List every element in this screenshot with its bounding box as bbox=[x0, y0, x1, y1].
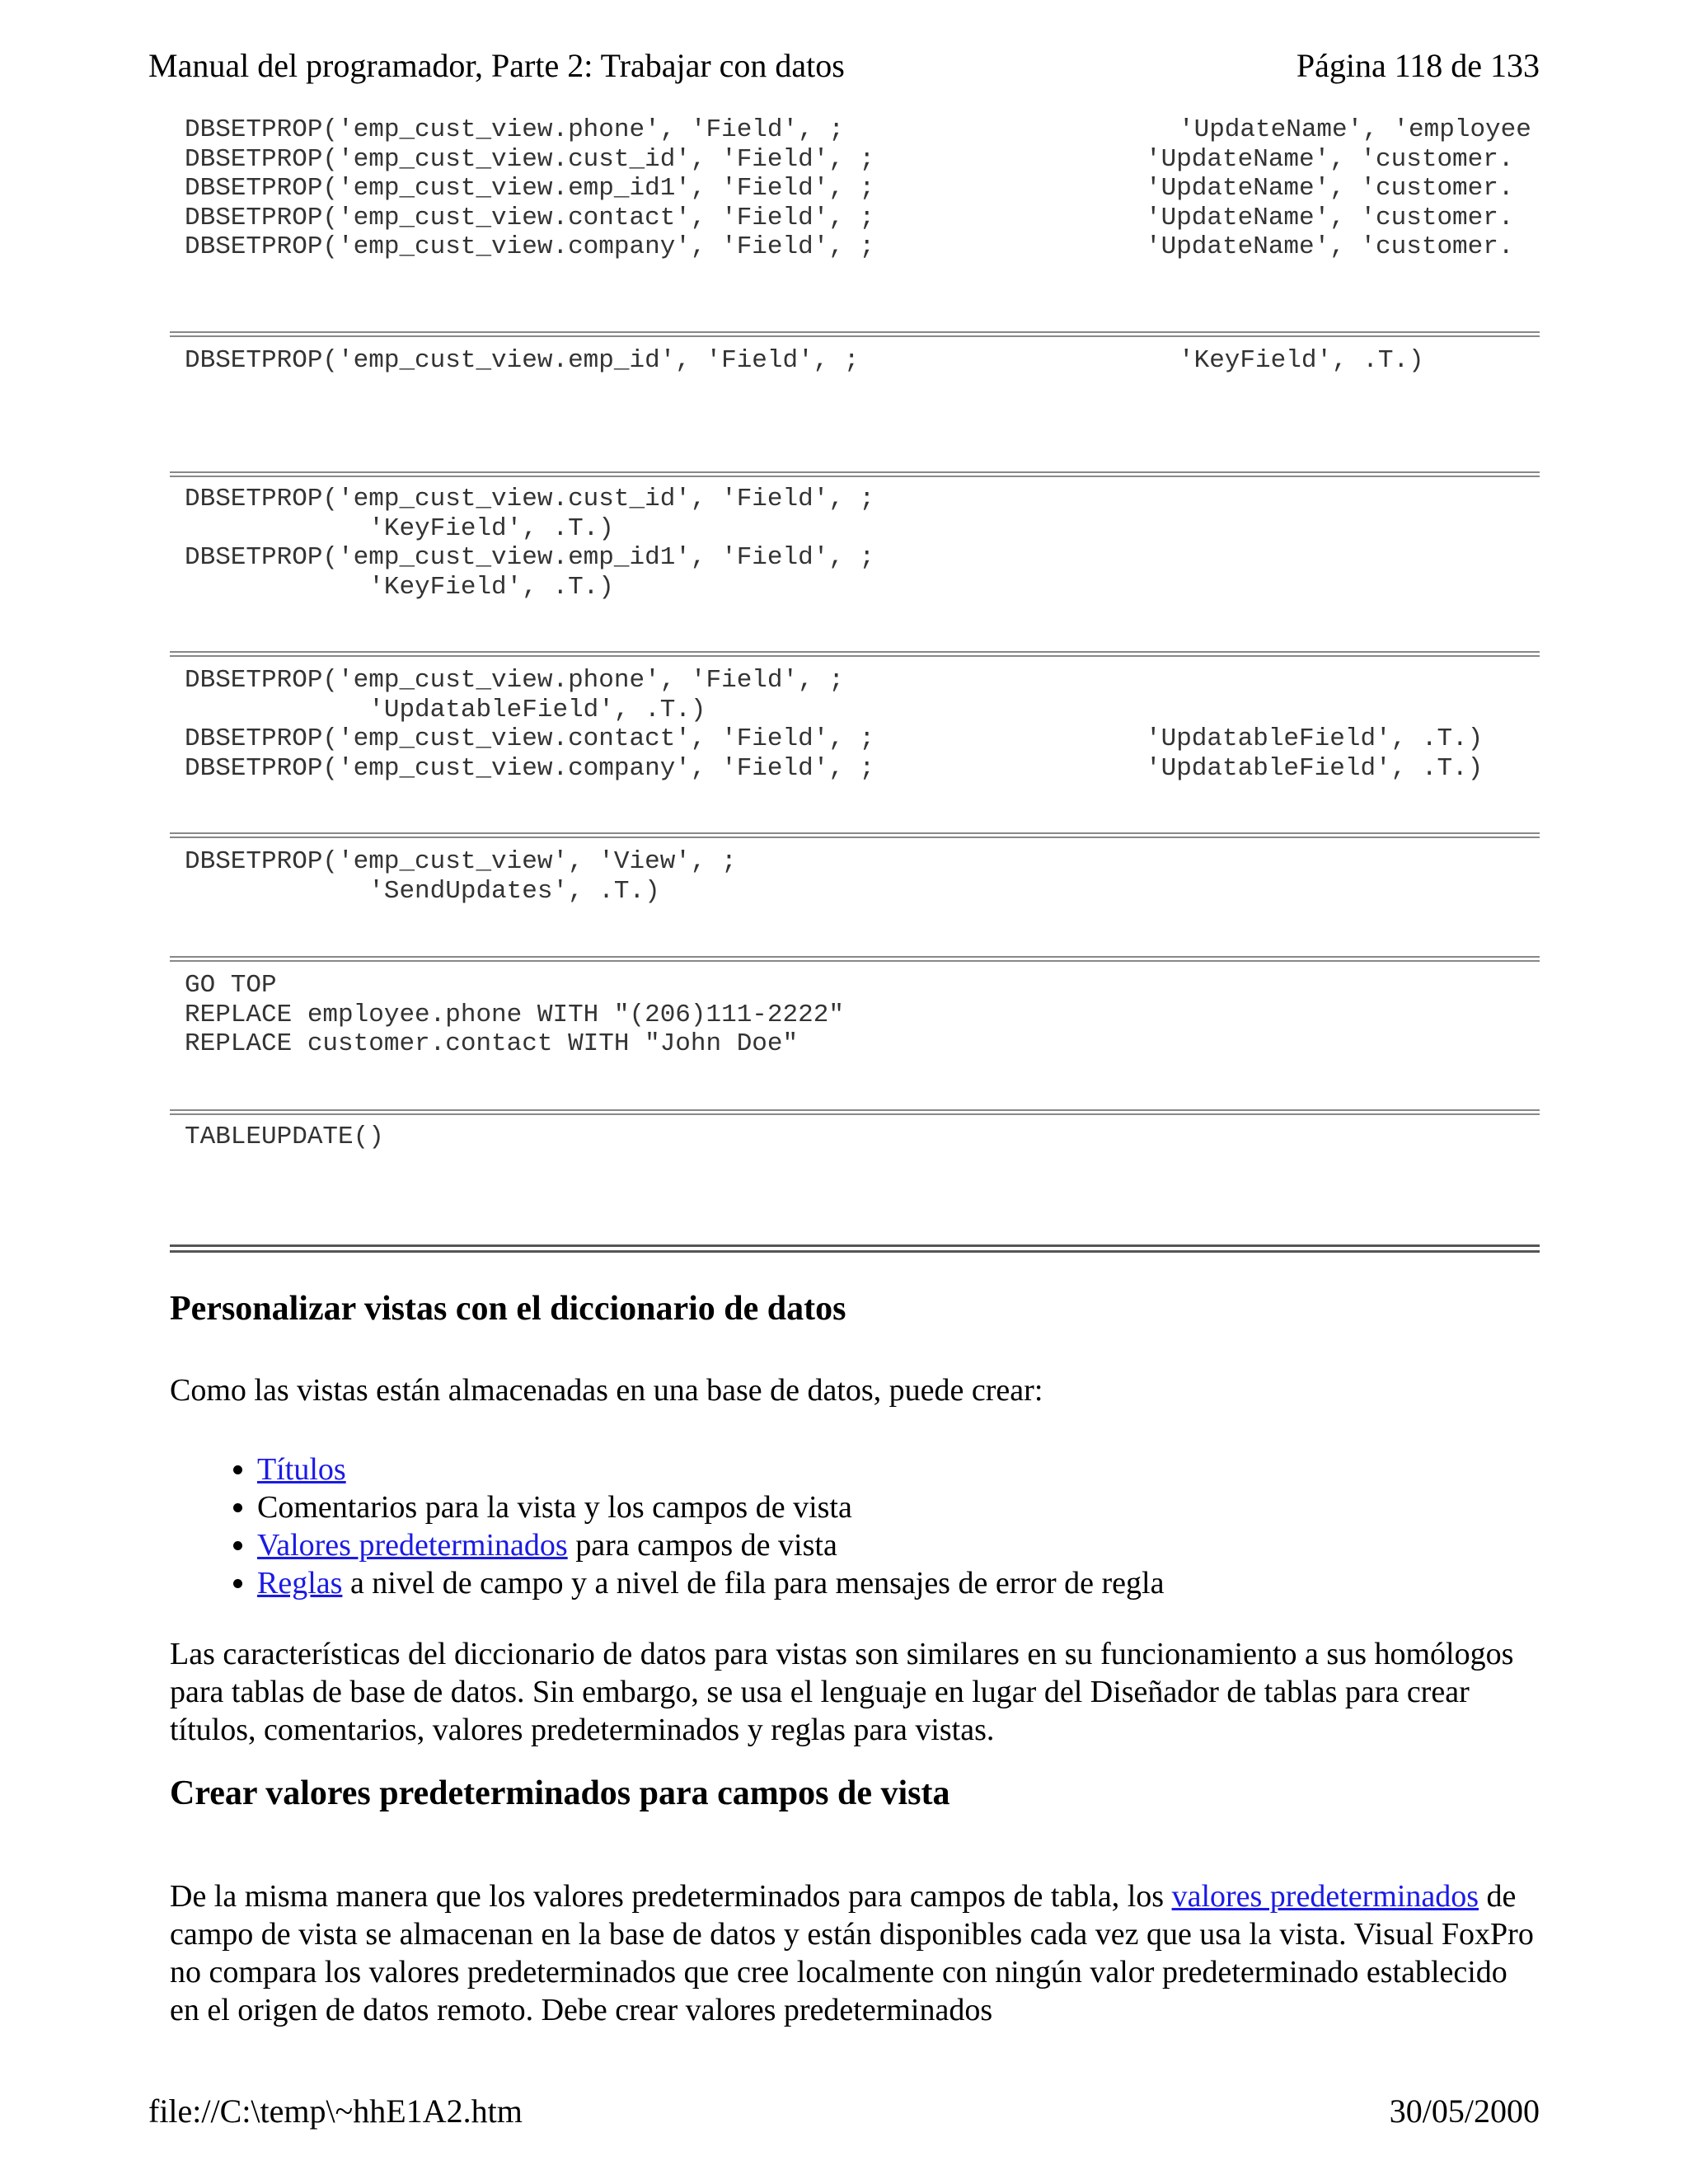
reglas-link[interactable]: Reglas bbox=[257, 1566, 343, 1601]
code-line: DBSETPROP('emp_cust_view.cust_id', 'Field', ; 'UpdateName', 'customer. bbox=[185, 144, 1514, 174]
list-item bbox=[257, 1451, 1164, 1488]
code-line: GO TOP bbox=[185, 971, 277, 1000]
code-line: DBSETPROP('emp_cust_view', 'View', ; bbox=[185, 847, 737, 876]
feature-list bbox=[219, 1451, 1164, 1602]
separator bbox=[170, 1109, 1540, 1115]
code-line: 'SendUpdates', .T.) bbox=[185, 876, 660, 906]
code-block-tableupdate bbox=[170, 1122, 1540, 1152]
code-line: DBSETPROP('emp_cust_view.company', 'Field', ; 'UpdatableField', .T.) bbox=[185, 753, 1484, 783]
code-line: DBSETPROP('emp_cust_view.cust_id', 'Field', ; bbox=[185, 485, 875, 513]
code-line: DBSETPROP('emp_cust_view.contact', 'Field', ; 'UpdatableField', .T.) bbox=[185, 724, 1484, 753]
code-line: REPLACE customer.contact WITH "John Doe" bbox=[185, 1029, 799, 1058]
code-block-updatable-fields bbox=[170, 666, 1540, 783]
code-block-update-name bbox=[170, 115, 1540, 262]
list-item: • Comentarios para la vista y los campos de vista bbox=[257, 1488, 1164, 1526]
code-line: 'KeyField', .T.) bbox=[185, 572, 614, 602]
code-line: DBSETPROP('emp_cust_view.emp_id1', 'Field', ; bbox=[185, 543, 875, 572]
code-block-key-field bbox=[170, 346, 1540, 376]
document-title: Manual del programador, Parte 2: Trabajar con datos bbox=[148, 47, 845, 84]
code-line: DBSETPROP('emp_cust_view.company', 'Field', ; 'UpdateName', 'customer. bbox=[185, 232, 1514, 261]
body-paragraph: Las características del diccionario de datos para vistas son similares en su funcionamiento a sus homólogos para tablas de base de datos. Sin embargo, se usa el lenguaje en lugar del Diseñador de tablas para crear títulos, comentarios, valores predeterminados y reglas para vistas. bbox=[170, 1637, 1514, 1747]
separator bbox=[170, 471, 1540, 477]
code-line: DBSETPROP('emp_cust_view.phone', 'Field', ; 'UpdateName', 'employee bbox=[185, 115, 1531, 144]
code-block-replace bbox=[170, 971, 1540, 1059]
section-heading: Crear valores predeterminados para campos de vista bbox=[170, 1774, 950, 1812]
code-line: DBSETPROP('emp_cust_view.phone', 'Field', ; bbox=[185, 666, 844, 695]
separator bbox=[170, 956, 1540, 962]
titulos-link[interactable]: Títulos bbox=[257, 1452, 346, 1487]
list-item: • Reglas a nivel de campo y a nivel de fila para mensajes de error de regla bbox=[257, 1564, 1164, 1602]
valores-predeterminados-link[interactable]: valores predeterminados bbox=[1171, 1879, 1479, 1914]
page-number: Página 118 de 133 bbox=[1296, 47, 1540, 84]
code-line: DBSETPROP('emp_cust_view.contact', 'Field', ; 'UpdateName', 'customer. bbox=[185, 203, 1514, 232]
separator bbox=[170, 832, 1540, 838]
page-header bbox=[148, 46, 1540, 96]
code-line: DBSETPROP('emp_cust_view.emp_id1', 'Field', ; 'UpdateName', 'customer. bbox=[185, 174, 1514, 203]
code-line: 'KeyField', .T.) bbox=[185, 513, 614, 543]
section-divider bbox=[170, 1244, 1540, 1253]
page-footer bbox=[148, 2092, 1540, 2141]
code-block-key-fields bbox=[170, 485, 1540, 602]
intro-paragraph: Como las vistas están almacenadas en una base de datos, puede crear: bbox=[170, 1373, 1043, 1408]
section-heading: Personalizar vistas con el diccionario de datos bbox=[170, 1290, 846, 1328]
print-date: 30/05/2000 bbox=[1389, 2093, 1540, 2130]
code-line: REPLACE employee.phone WITH "(206)111-2222" bbox=[185, 1000, 844, 1029]
code-line: DBSETPROP('emp_cust_view.emp_id', 'Field', ; 'KeyField', .T.) bbox=[185, 346, 1424, 375]
document-content bbox=[170, 115, 1540, 2027]
file-path: file://C:\temp\~hhE1A2.htm bbox=[148, 2093, 523, 2130]
separator bbox=[170, 651, 1540, 657]
valores-predeterminados-link[interactable]: Valores predeterminados bbox=[257, 1528, 568, 1563]
code-line: TABLEUPDATE() bbox=[185, 1122, 384, 1151]
code-line: 'UpdatableField', .T.) bbox=[185, 695, 706, 724]
list-item: • Valores predeterminados para campos de vista bbox=[257, 1526, 1164, 1564]
body-paragraph: De la misma manera que los valores predeterminados para campos de tabla, los valores predeterminados de campo de vista se almacenan en la base de datos y están disponibles cada vez que usa la vista. Visual FoxPro no compara los valores predeterminados que cree localmente con ningún valor predeterminado establecido en el origen de datos remoto. Debe crear valores predeterminados bbox=[170, 1879, 1534, 2027]
separator bbox=[170, 331, 1540, 337]
code-block-send-updates bbox=[170, 847, 1540, 906]
